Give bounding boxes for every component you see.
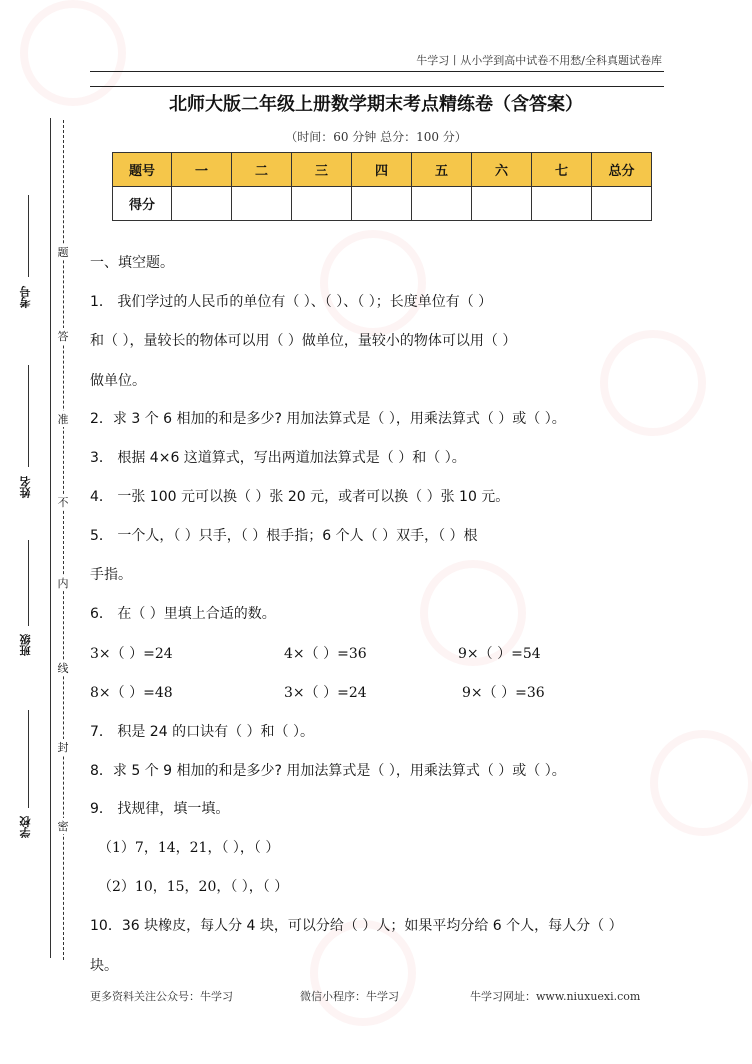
score-header-cell: 二 (232, 153, 292, 187)
score-cell[interactable] (172, 187, 232, 221)
q6-item: 4×（ ）=36 (284, 646, 367, 662)
exam-info: （时间：60 分钟 总分：100 分） (285, 130, 467, 144)
exam-number-field[interactable] (28, 195, 29, 277)
score-header-cell: 一 (172, 153, 232, 187)
footer-wechat-account: 更多资料关注公众号：牛学习 (90, 990, 233, 1003)
question-2: 2．求 3 个 6 相加的和是多少? 用加法算式是（ ），用乘法算式（ ）或（ ）。 (90, 411, 566, 427)
question-10: 10．36 块橡皮，每人分 4 块，可以分给（ ）人；如果平均分给 6 个人，每人分（ ） (90, 918, 623, 934)
score-table (112, 152, 652, 221)
question-9-part-2: （2）10，15，20，（ ），（ ） (98, 879, 289, 895)
score-cell[interactable] (232, 187, 292, 221)
question-3: 3． 根据 4×6 这道算式，写出两道加法算式是（ ）和（ ）。 (90, 450, 466, 466)
score-cell[interactable] (292, 187, 352, 221)
question-7: 7． 积是 24 的口诀有（ ）和（ ）。 (90, 724, 314, 740)
question-8: 8．求 5 个 9 相加的和是多少? 用加法算式是（ ），用乘法算式（ ）或（ ）。 (90, 763, 566, 779)
watermark-logo (600, 330, 706, 436)
name-label: 姓名 (19, 476, 32, 498)
score-cell[interactable] (532, 187, 592, 221)
seal-char: 密 (57, 820, 69, 833)
page-title: 北师大版二年级上册数学期末考点精练卷（含答案） (169, 94, 583, 115)
seal-char: 封 (57, 741, 69, 754)
question-5-cont: 手指。 (90, 567, 132, 583)
school-field[interactable] (28, 710, 29, 808)
title-rule (90, 86, 664, 87)
score-header-cell: 题号 (113, 153, 172, 187)
question-6: 6． 在（ ）里填上合适的数。 (90, 606, 276, 622)
question-9: 9． 找规律，填一填。 (90, 801, 230, 817)
q6-item: 3×（ ）=24 (90, 646, 173, 662)
score-table-header-row (113, 153, 652, 187)
footer-website: 牛学习网址：www.niuxuexi.com (470, 990, 641, 1003)
question-5: 5． 一个人，（ ）只手，（ ）根手指；6 个人（ ）双手，（ ）根 (90, 528, 478, 544)
header-note: 牛学习丨从小学到高中试卷不用愁/全科真题试卷库 (416, 54, 662, 67)
seal-char: 不 (57, 496, 69, 509)
score-header-cell: 七 (532, 153, 592, 187)
binding-line (50, 118, 51, 958)
seal-char: 答 (57, 330, 69, 343)
q6-item: 9×（ ）=54 (458, 646, 541, 662)
class-label: 班级 (19, 634, 32, 656)
seal-char: 线 (57, 662, 69, 675)
score-cell[interactable] (592, 187, 652, 221)
watermark-logo (320, 230, 426, 336)
score-row-label: 得分 (113, 187, 172, 221)
question-9-part-1: （1）7，14，21，（ ），（ ） (98, 840, 280, 856)
question-10-cont: 块。 (90, 958, 118, 974)
score-header-cell: 总分 (592, 153, 652, 187)
watermark-logo (650, 730, 752, 836)
name-field[interactable] (28, 365, 29, 467)
score-header-cell: 四 (352, 153, 412, 187)
score-table-score-row (113, 187, 652, 221)
section-heading: 一、填空题。 (90, 255, 174, 271)
q6-item: 8×（ ）=48 (90, 685, 173, 701)
question-1-cont: 做单位。 (90, 373, 146, 389)
score-header-cell: 五 (412, 153, 472, 187)
watermark-logo (310, 920, 416, 1026)
score-cell[interactable] (472, 187, 532, 221)
score-header-cell: 六 (472, 153, 532, 187)
question-1: 1． 我们学过的人民币的单位有（ ）、（ ）、（ ）；长度单位有（ ） (90, 294, 493, 310)
score-cell[interactable] (412, 187, 472, 221)
q6-item: 3×（ ）=24 (284, 685, 367, 701)
question-4: 4． 一张 100 元可以换（ ）张 20 元，或者可以换（ ）张 10 元。 (90, 489, 510, 505)
seal-char: 内 (57, 577, 69, 590)
seal-char: 准 (57, 413, 69, 426)
school-label: 学校 (19, 816, 32, 838)
class-field[interactable] (28, 540, 29, 626)
footer-mini-program: 微信小程序：牛学习 (300, 990, 399, 1003)
q6-item: 9×（ ）=36 (462, 685, 545, 701)
header-rule (90, 71, 664, 72)
exam-number-label: 考号 (19, 286, 32, 308)
question-1-cont: 和（ ），量较长的物体可以用（ ）做单位，量较小的物体可以用（ ） (90, 333, 517, 349)
score-cell[interactable] (352, 187, 412, 221)
score-header-cell: 三 (292, 153, 352, 187)
seal-char: 题 (57, 246, 69, 259)
